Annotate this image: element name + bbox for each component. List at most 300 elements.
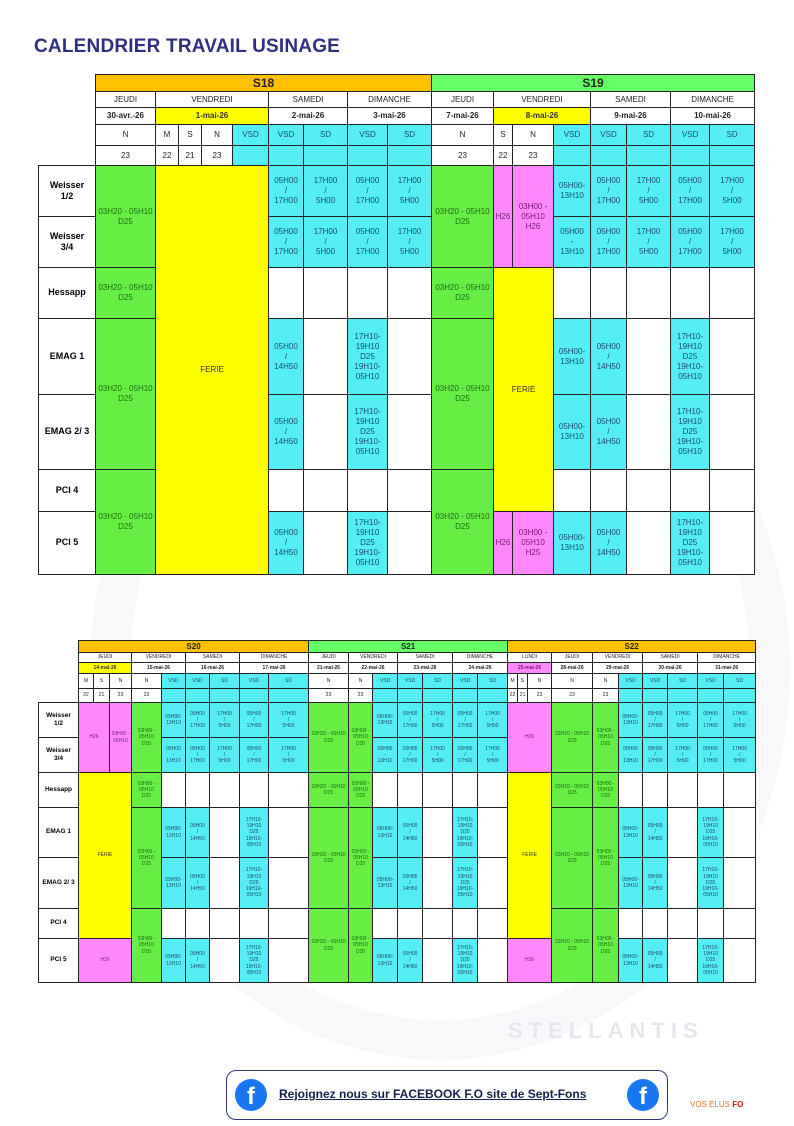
cell — [668, 773, 698, 808]
shift-cell-cyan: 05H00 / 14H50 — [643, 808, 668, 858]
facebook-link[interactable]: Rejoignez nous sur FACEBOOK F.O site de Sept-Fons — [279, 1087, 587, 1101]
shift-cell-cyan — [619, 689, 643, 703]
cell — [627, 512, 671, 575]
cell — [619, 909, 643, 939]
cell — [668, 909, 698, 939]
shift-cell-green: 03H20 - 05H10 D25 — [96, 166, 156, 268]
shift-cell-cyan: 05H00 / 17H00 — [591, 217, 627, 268]
row-label: Weisser 3/4 — [39, 217, 96, 268]
shift-cell-cyan: 17H10- 19H10 D25 19H10- 05H10 — [671, 319, 710, 395]
ferie-cell: FERIE — [508, 773, 552, 939]
shift-cell-cyan: 05H00 / 17H00 — [453, 738, 478, 773]
shift-cell-cyan — [423, 689, 453, 703]
cell — [710, 470, 755, 512]
shift-cell-cyan: 05H00 / 17H00 — [240, 738, 269, 773]
holiday-cell: H26 — [79, 703, 110, 773]
cell: JEUDI — [432, 92, 494, 108]
shift-cell-cyan: 05H00- 13H10 — [554, 166, 591, 217]
cell: SAMEDI — [643, 653, 698, 663]
shift-cell-cyan: 05H00 / 17H00 — [698, 738, 724, 773]
cell: N — [309, 674, 349, 689]
cell: 21 — [179, 146, 202, 166]
shift-cell-cyan — [698, 689, 724, 703]
cell: 3-mai-26 — [348, 108, 432, 125]
cell: SAMEDI — [591, 92, 671, 108]
shift-cell-cyan: 17H00 / 5H00 — [304, 166, 348, 217]
cell: 23 — [202, 146, 233, 166]
cell: S — [494, 125, 513, 146]
cell — [710, 319, 755, 395]
cell — [554, 470, 591, 512]
shift-cell-green: 03H20 - 05H10 D25 — [432, 268, 494, 319]
facebook-icon: f — [235, 1079, 267, 1111]
cell — [269, 470, 304, 512]
cell: S — [94, 674, 110, 689]
shift-cell-green: 03H00 - 05H10 D25 — [349, 703, 373, 773]
shift-cell-cyan: VSD — [373, 674, 398, 689]
shift-cell-cyan: SD — [668, 674, 698, 689]
shift-cell-cyan: 17H00 / 5H00 — [304, 217, 348, 268]
shift-cell-cyan: 17H00 / 5H00 — [478, 738, 508, 773]
shift-cell-cyan: 05H00- 13H10 — [619, 939, 643, 983]
cell — [373, 909, 398, 939]
row-label: EMAG 1 — [39, 808, 79, 858]
fo-label: FO — [732, 1100, 744, 1109]
shift-cell-cyan: 17H10- 19H10 D25 19H10- 05H10 — [671, 395, 710, 470]
cell — [162, 909, 186, 939]
header-row — [39, 689, 756, 703]
shift-cell-cyan — [591, 146, 627, 166]
cell — [304, 512, 348, 575]
shift-cell-green: 03H00 - 05H10 D25 — [593, 808, 619, 909]
holiday-cell: H26 — [79, 939, 132, 983]
cell — [210, 858, 240, 909]
shift-cell-cyan: VSD — [398, 674, 423, 689]
cell: 23 — [432, 146, 494, 166]
header-row — [39, 108, 755, 125]
cell: 30-avr.-26 — [96, 108, 156, 125]
cell: 30-mai-26 — [643, 663, 698, 674]
cell: SAMEDI — [398, 653, 453, 663]
shift-cell-cyan: 05H00 / 17H00 — [643, 703, 668, 738]
shift-cell-green: 03H20 - 05H10 D25 — [96, 319, 156, 470]
shift-cell-cyan: 05H00 / 14H50 — [398, 858, 423, 909]
cell — [388, 319, 432, 395]
shift-cell-cyan — [398, 689, 423, 703]
shift-cell-cyan — [643, 689, 668, 703]
shift-cell-cyan: 17H10- 19H10 D25 19H10- 05H10 — [671, 512, 710, 575]
shift-cell-cyan: 05H00 - 13H10 — [554, 217, 591, 268]
row-label: PCI 5 — [39, 512, 96, 575]
cell: N — [552, 674, 593, 689]
shift-cell-cyan: 05H00 / 17H00 — [643, 738, 668, 773]
shift-cell-green: 03H00 - 05H10 D25 — [132, 703, 162, 773]
cell — [398, 909, 423, 939]
cell — [269, 858, 309, 909]
shift-cell-cyan: 05H00- 13H10 — [619, 808, 643, 858]
cell — [698, 909, 724, 939]
shift-cell-cyan: 05H00 / 14H50 — [591, 512, 627, 575]
cell — [724, 909, 756, 939]
shift-cell-cyan: 05H00 / 14H50 — [269, 512, 304, 575]
blank-cell — [39, 641, 79, 653]
cell: 28-mai-26 — [552, 663, 593, 674]
cell — [627, 319, 671, 395]
shift-cell-cyan: VSD — [591, 125, 627, 146]
shift-cell-cyan: 05H00- 13H10 — [554, 395, 591, 470]
row-label: EMAG 1 — [39, 319, 96, 395]
cell: N — [132, 674, 162, 689]
blank-cell — [39, 674, 79, 689]
shift-cell-cyan: VSD — [240, 674, 269, 689]
shift-cell-cyan — [671, 146, 710, 166]
table-row — [39, 909, 756, 939]
cell: 23 — [110, 689, 132, 703]
shift-cell-cyan: 05H00 - 13H10 — [373, 738, 398, 773]
shift-cell-cyan: 17H00 / 5H00 — [210, 703, 240, 738]
cell: 2-mai-26 — [269, 108, 348, 125]
cell: 22-mai-26 — [349, 663, 398, 674]
shift-cell-cyan: VSD — [269, 125, 304, 146]
blank-cell — [39, 663, 79, 674]
shift-cell-cyan: SD — [423, 674, 453, 689]
shift-cell-cyan: 05H00- 13H10 — [162, 939, 186, 983]
shift-cell-cyan: 05H00- 13H10 — [554, 319, 591, 395]
cell — [423, 939, 453, 983]
row-label: PCI 4 — [39, 470, 96, 512]
cell — [269, 939, 309, 983]
cell — [269, 808, 309, 858]
cell: 21 — [94, 689, 110, 703]
cell: 21-mai-26 — [309, 663, 349, 674]
table-row — [39, 470, 755, 512]
vos-elus-fo — [690, 1100, 743, 1109]
week-header: S18 — [96, 75, 432, 92]
header-row — [39, 146, 755, 166]
cell: N — [110, 674, 132, 689]
cell: JEUDI — [79, 653, 132, 663]
cell: N — [528, 674, 552, 689]
cell: N — [349, 674, 373, 689]
shift-cell-cyan: 17H10- 19H10 D25 19H10- 05H10 — [698, 808, 724, 858]
row-label: EMAG 2/ 3 — [39, 858, 79, 909]
cell: 15-mai-26 — [132, 663, 186, 674]
shift-cell-cyan: 17H00 / 5H00 — [724, 738, 756, 773]
cell: 23 — [513, 146, 554, 166]
shift-cell-cyan — [186, 689, 210, 703]
table-row — [39, 319, 755, 395]
shift-cell-cyan: 05H00 / 14H50 — [591, 319, 627, 395]
cell — [269, 909, 309, 939]
header-row — [39, 653, 756, 663]
cell: SAMEDI — [186, 653, 240, 663]
cell — [724, 773, 756, 808]
ferie-cell: 8-mai-26 — [494, 108, 591, 125]
cell — [186, 773, 210, 808]
shift-cell-cyan: VSD — [162, 674, 186, 689]
week-header: S20 — [79, 641, 309, 653]
cell — [423, 858, 453, 909]
row-label: EMAG 2/ 3 — [39, 395, 96, 470]
shift-cell-cyan: 05H00 / 17H00 — [398, 703, 423, 738]
shift-cell-cyan: 05H00 / 17H00 — [348, 166, 388, 217]
header-row — [39, 125, 755, 146]
cell: VENDREDI — [593, 653, 643, 663]
cell: DIMANCHE — [453, 653, 508, 663]
shift-cell-green: 03H00 - 05H10 D25 — [132, 909, 162, 983]
blank-cell — [39, 653, 79, 663]
shift-cell-cyan: 05H00- 13H10 — [373, 703, 398, 738]
shift-cell-green: 03H20 - 05H10 D25 — [552, 773, 593, 808]
shift-cell-cyan — [554, 146, 591, 166]
shift-cell-cyan — [627, 146, 671, 166]
cell: 22 — [79, 689, 94, 703]
cell: JEUDI — [552, 653, 593, 663]
shift-cell-cyan: 17H00 / 5H00 — [269, 703, 309, 738]
cell: N — [202, 125, 233, 146]
shift-cell-green: 03H00 - 05H10 D25 — [349, 909, 373, 983]
cell — [162, 773, 186, 808]
shift-cell-cyan: 17H00 / 5H00 — [627, 217, 671, 268]
cell — [478, 808, 508, 858]
cell: 16-mai-26 — [186, 663, 240, 674]
shift-cell-cyan — [478, 689, 508, 703]
row-label: Weisser 3/4 — [39, 738, 79, 773]
cell: N — [593, 674, 619, 689]
cell — [627, 470, 671, 512]
shift-cell-cyan: 17H10- 19H10 D25 19H10- 05H10 — [240, 858, 269, 909]
shift-cell-cyan: 05H00 / 17H00 — [186, 738, 210, 773]
shift-cell-cyan — [348, 146, 388, 166]
shift-cell-cyan: 05H00- 13H10 — [373, 939, 398, 983]
cell — [210, 773, 240, 808]
holiday-cell: H26 — [508, 703, 552, 773]
cell: 9-mai-26 — [591, 108, 671, 125]
calendar-table-s18-s19 — [38, 74, 755, 575]
cell — [210, 909, 240, 939]
cell — [554, 268, 591, 319]
cell: 7-mai-26 — [432, 108, 494, 125]
cell: N — [513, 125, 554, 146]
shift-cell-cyan — [269, 689, 309, 703]
cell: 21 — [518, 689, 528, 703]
cell: 23 — [593, 689, 619, 703]
shift-cell-green: 03H20 - 05H10 D25 — [309, 909, 349, 983]
shift-cell-cyan: 05H00- 13H10 — [619, 858, 643, 909]
table-row — [39, 703, 756, 738]
cell — [724, 939, 756, 983]
shift-cell-green: 03H20 - 05H10 D25 — [309, 773, 349, 808]
cell: 23 — [309, 689, 349, 703]
shift-cell-green: 03H20 - 05H10 D25 — [432, 470, 494, 575]
row-label: Weisser 1/2 — [39, 703, 79, 738]
shift-cell-cyan: 05H00- 13H10 — [162, 808, 186, 858]
shift-cell-cyan: SD — [388, 125, 432, 146]
cell — [269, 773, 309, 808]
cell — [388, 395, 432, 470]
blank-cell — [39, 108, 96, 125]
row-label: Hessapp — [39, 268, 96, 319]
cell — [671, 470, 710, 512]
shift-cell-green: 03H20 - 05H10 D25 — [432, 319, 494, 470]
week-header: S21 — [309, 641, 508, 653]
cell — [453, 909, 478, 939]
shift-cell-green: 03H00 - 05H10 D25 — [593, 703, 619, 773]
row-label: Weisser 1/2 — [39, 166, 96, 217]
shift-cell-green: 03H00 - 05H10 D25 — [349, 773, 373, 808]
cell — [186, 909, 210, 939]
table-row — [39, 773, 756, 808]
shift-cell-cyan: 05H00 / 17H00 — [269, 166, 304, 217]
cell — [591, 268, 627, 319]
cell: VENDREDI — [349, 653, 398, 663]
shift-cell-cyan — [162, 689, 186, 703]
cell — [671, 268, 710, 319]
week-header: S22 — [508, 641, 756, 653]
shift-cell-cyan: 05H00 / 14H50 — [643, 939, 668, 983]
holiday-cell: H26 — [494, 512, 513, 575]
cell: JEUDI — [96, 92, 156, 108]
ferie-cell: 14-mai-26 — [79, 663, 132, 674]
cell — [643, 773, 668, 808]
shift-cell-cyan: 05H00 / 17H00 — [269, 217, 304, 268]
page-title: CALENDRIER TRAVAIL USINAGE — [34, 36, 341, 57]
cell — [591, 470, 627, 512]
cell: N — [432, 125, 494, 146]
shift-cell-cyan: VSD — [671, 125, 710, 146]
shift-cell-green: 03H20 - 05H10 D25 — [309, 703, 349, 773]
shift-cell-cyan: 17H00 / 5H00 — [668, 738, 698, 773]
cell — [348, 470, 388, 512]
cell: 22 — [156, 146, 179, 166]
shift-cell-cyan: 17H10- 19H10 D25 19H10- 05H10 — [240, 808, 269, 858]
shift-cell-cyan: 05H00- 13H10 — [619, 703, 643, 738]
cell — [240, 909, 269, 939]
shift-cell-cyan: SD — [710, 125, 755, 146]
cell — [423, 773, 453, 808]
ferie-cell: FERIE — [494, 268, 554, 512]
shift-cell-cyan — [388, 146, 432, 166]
cell — [269, 268, 304, 319]
shift-cell-cyan: SD — [478, 674, 508, 689]
cell: JEUDI — [309, 653, 349, 663]
cell — [304, 268, 348, 319]
shift-cell-green: 03H00 - 05H10 D25 — [132, 773, 162, 808]
shift-cell-green: 03H20 - 05H10 D25 — [96, 470, 156, 575]
shift-cell-cyan: 17H00 / 5H00 — [478, 703, 508, 738]
shift-cell-cyan: 17H00 / 5H00 — [388, 217, 432, 268]
header-row — [39, 663, 756, 674]
cell — [423, 808, 453, 858]
shift-cell-cyan — [724, 689, 756, 703]
table-row — [39, 166, 755, 217]
cell: M — [508, 674, 518, 689]
shift-cell-cyan: 05H00 / 14H50 — [269, 395, 304, 470]
shift-cell-cyan: 17H10- 19H10 D25 19H10- 05H10 — [698, 858, 724, 909]
cell: DIMANCHE — [240, 653, 309, 663]
holiday-cell: 03H00 - 05H10 H26 — [513, 166, 554, 268]
cell — [398, 773, 423, 808]
cell: SAMEDI — [269, 92, 348, 108]
shift-cell-cyan: 05H00- 13H10 — [162, 703, 186, 738]
cell: 31-mai-26 — [698, 663, 756, 674]
cell — [710, 268, 755, 319]
header-row — [39, 92, 755, 108]
holiday-cell: 03H00 - 05H10 — [110, 703, 132, 773]
facebook-banner[interactable] — [226, 1070, 668, 1120]
header-row — [39, 75, 755, 92]
shift-cell-cyan — [269, 146, 304, 166]
shift-cell-cyan — [304, 146, 348, 166]
shift-cell-cyan: VSD — [348, 125, 388, 146]
cell — [643, 909, 668, 939]
stellantis-watermark: STELLANTIS — [508, 1018, 704, 1043]
shift-cell-cyan: VSD — [643, 674, 668, 689]
calendar-table-s20-s22 — [38, 640, 756, 983]
cell — [453, 773, 478, 808]
shift-cell-cyan: 05H00 / 17H00 — [398, 738, 423, 773]
cell: VENDREDI — [132, 653, 186, 663]
cell: LUNDI — [508, 653, 552, 663]
blank-cell — [39, 75, 96, 92]
shift-cell-cyan: 05H00 / 14H50 — [398, 808, 423, 858]
shift-cell-cyan: 17H00 / 5H00 — [210, 738, 240, 773]
cell: DIMANCHE — [671, 92, 755, 108]
header-row — [39, 674, 756, 689]
shift-cell-cyan: VSD — [619, 674, 643, 689]
cell: N — [96, 125, 156, 146]
cell: 23 — [552, 689, 593, 703]
cell — [348, 268, 388, 319]
shift-cell-cyan: SD — [627, 125, 671, 146]
shift-cell-cyan: 05H00 / 14H50 — [643, 858, 668, 909]
shift-cell-green: 03H20 - 05H10 D25 — [552, 909, 593, 983]
ferie-cell: FERIE — [156, 166, 269, 575]
shift-cell-cyan: 17H10- 19H10 D25 19H10- 05H10 — [453, 808, 478, 858]
cell — [478, 773, 508, 808]
cell — [627, 395, 671, 470]
cell: 23 — [132, 689, 162, 703]
cell — [478, 858, 508, 909]
shift-cell-cyan — [710, 146, 755, 166]
cell: M — [79, 674, 94, 689]
cell: 23 — [528, 689, 552, 703]
cell — [304, 319, 348, 395]
shift-cell-cyan: 05H00 / 17H00 — [671, 166, 710, 217]
cell — [478, 939, 508, 983]
shift-cell-green: 03H20 - 05H10 D25 — [96, 268, 156, 319]
cell: 23 — [349, 689, 373, 703]
shift-cell-cyan: SD — [304, 125, 348, 146]
row-label: PCI 4 — [39, 909, 79, 939]
cell: 22 — [494, 146, 513, 166]
shift-cell-cyan: 05H00 / 17H00 — [186, 703, 210, 738]
shift-cell-cyan: 05H00 / 17H00 — [591, 166, 627, 217]
shift-cell-cyan: 17H10- 19H10 D25 19H10- 05H10 — [348, 319, 388, 395]
shift-cell-cyan: 05H00 - 13H10 — [162, 738, 186, 773]
shift-cell-cyan: 17H00 / 5H00 — [423, 703, 453, 738]
shift-cell-cyan: 05H00 / 17H00 — [671, 217, 710, 268]
cell — [698, 773, 724, 808]
shift-cell-cyan — [668, 689, 698, 703]
shift-cell-cyan: VSD — [554, 125, 591, 146]
shift-cell-cyan: SD — [269, 674, 309, 689]
shift-cell-cyan: 05H00 / 17H00 — [240, 703, 269, 738]
shift-cell-cyan: 17H10- 19H10 D25 19H10- 05H10 — [453, 939, 478, 983]
shift-cell-cyan: 17H00 / 5H00 — [710, 166, 755, 217]
shift-cell-cyan: 05H00- 13H10 — [554, 512, 591, 575]
cell — [627, 268, 671, 319]
